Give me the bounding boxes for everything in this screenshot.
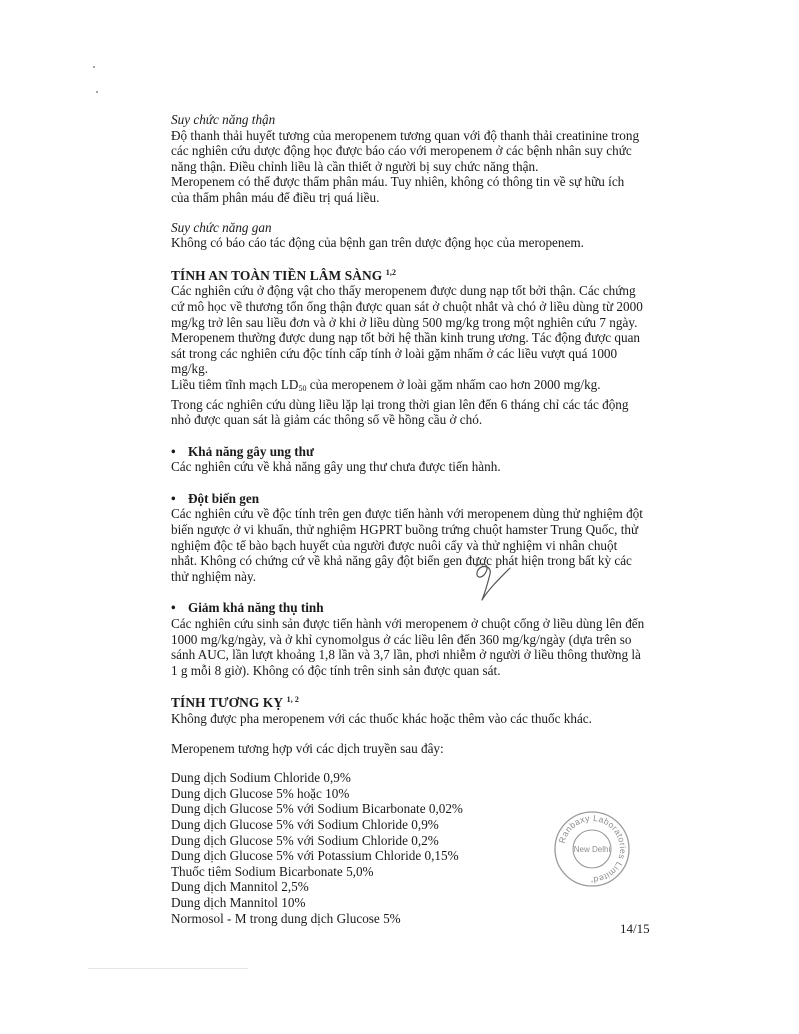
page-content bbox=[171, 112, 653, 926]
paragraph-line: Meropenem tương hợp với các dịch truyền sau đây: bbox=[171, 740, 444, 756]
bullet-icon: • bbox=[171, 600, 176, 616]
list-item: Dung dịch Glucose 5% với Potassium Chloride 0,15% bbox=[171, 848, 459, 864]
paragraph-line: Các nghiên cứu về độc tính trên gen được tiến hành với meropenem dùng thử nghiệm đột bbox=[171, 506, 643, 522]
section-heading-preclinical: TÍNH AN TOÀN TIỀN LÂM SÀNG $^{1,2}$ bbox=[171, 267, 397, 283]
list-item: Dung dịch Mannitol 2,5% bbox=[171, 879, 309, 895]
paragraph-line: của thẩm phân máu để điều trị quá liều. bbox=[171, 189, 380, 205]
paragraph-line: nhắt. Không có chứng cứ về khả năng gây đột biến gen được phát hiện trong bất kỳ các bbox=[171, 553, 632, 569]
section-renal bbox=[171, 112, 653, 206]
subheading-hepatic: Suy chức năng gan bbox=[171, 219, 272, 235]
scan-speck bbox=[93, 66, 95, 68]
bullet-heading-carcinogenicity: • Khả năng gây ung thư bbox=[171, 443, 314, 459]
section-fertility bbox=[171, 600, 653, 678]
section-carcinogenicity bbox=[171, 444, 653, 475]
paragraph-line: biến ngược ở vi khuẩn, thử nghiệm HGPRT buồng trứng chuột hamster Trung Quốc, thử bbox=[171, 522, 639, 538]
bullet-heading-fertility: • Giảm khả năng thụ tinh bbox=[171, 600, 324, 616]
paragraph-line: nhỏ được quan sát là giảm các thông số về hồng cầu ở chó. bbox=[171, 412, 483, 428]
paragraph-line: Các nghiên cứu về khả năng gây ung thư chưa được tiến hành. bbox=[171, 459, 501, 475]
paragraph-line: Meropenem thường được dung nạp tốt bởi hệ thần kinh trung ương. Tác động được quan bbox=[171, 330, 641, 346]
paragraph-line: nghiệm độc tế bào bạch huyết của người được nuôi cấy và thử nghiệm vi nhân chuột bbox=[171, 537, 618, 553]
paragraph-line: Các nghiên cứu ở động vật cho thấy meropenem được dung nạp tốt bởi thận. Các chứng bbox=[171, 283, 636, 299]
list-item: Dung dịch Sodium Chloride 0,9% bbox=[171, 770, 351, 786]
paragraph-line: Không có báo cáo tác động của bệnh gan trên dược động học của meropenem. bbox=[171, 235, 584, 251]
paragraph-line: Các nghiên cứu sinh sản được tiến hành với meropenem ở chuột cống ở liều dùng lên đến bbox=[171, 616, 645, 632]
bullet-heading-mutagenicity: • Đột biến gen bbox=[171, 490, 260, 506]
section-heading-compatibility: TÍNH TƯƠNG KỴ $^{1, 2}$ bbox=[171, 695, 300, 711]
list-item: Normosol - M trong dung dịch Glucose 5% bbox=[171, 910, 401, 926]
paragraph-line: 1000 mg/kg/ngày, và ở khỉ cynomolgus ở các liều lên đến 360 mg/kg/ngày (dựa trên so bbox=[171, 631, 632, 647]
paragraph-line: Meropenem có thể được thẩm phân máu. Tuy nhiên, không có thông tin về sự hữu ích bbox=[171, 174, 625, 190]
paragraph-line: sánh AUC, lần lượt khoảng 1,8 lần và 3,7 lần, phơi nhiễm ở người ở liều thông thường là bbox=[171, 647, 641, 663]
handwritten-signature-icon bbox=[468, 560, 518, 612]
list-item: Dung dịch Glucose 5% với Sodium Chloride 0,2% bbox=[171, 832, 439, 848]
section-mutagenicity bbox=[171, 491, 653, 585]
list-item: Dung dịch Glucose 5% với Sodium Bicarbonate 0,02% bbox=[171, 801, 463, 817]
paragraph-line: các nghiên cứu dược động học được báo cáo với meropenem ở các bệnh nhân suy chức bbox=[171, 143, 632, 159]
section-preclinical bbox=[171, 265, 653, 428]
subheading-renal: Suy chức năng thận bbox=[171, 112, 276, 127]
paragraph-line: mg/kg trở lên sau liều đơn và ở khi ở liều dùng 500 mg/kg trong một nghiên cứu 7 ngày. bbox=[171, 314, 638, 330]
svg-text:*: * bbox=[590, 881, 594, 887]
paragraph-line: 1 g mỗi 8 giờ). Không có độc tính trên sinh sản được quan sát. bbox=[171, 662, 501, 678]
list-item: Thuốc tiêm Sodium Bicarbonate 5,0% bbox=[171, 863, 374, 879]
bullet-icon: • bbox=[171, 490, 176, 506]
company-stamp-icon bbox=[552, 809, 632, 889]
paragraph-line: cứ mô học về thương tổn ống thận được quan sát ở chuột nhắt và chó ở liều dùng từ 2000 bbox=[171, 298, 643, 314]
paragraph-line: Độ thanh thải huyết tương của meropenem tương quan với độ thanh thải creatinine trong bbox=[171, 127, 640, 143]
paragraph-line: thử nghiệm này. bbox=[171, 568, 257, 584]
page-number: 14/15 bbox=[620, 921, 650, 936]
paragraph-line: Trong các nghiên cứu dùng liều lặp lại trong thời gian lên đến 6 tháng chỉ các tác động bbox=[171, 396, 629, 412]
list-item: Dung dịch Glucose 5% hoặc 10% bbox=[171, 785, 350, 801]
paragraph-line: Không được pha meropenem với các thuốc khác hoặc thêm vào các thuốc khác. bbox=[171, 711, 592, 726]
scan-speck bbox=[96, 91, 98, 93]
list-item: Dung dịch Glucose 5% với Sodium Chloride 0,9% bbox=[171, 816, 439, 832]
paragraph-line-ld50: Liều tiêm tĩnh mạch $LD_{50}$ của meropenem ở loài gặm nhấm cao hơn 2000 mg/kg. bbox=[171, 376, 601, 393]
list-item: Dung dịch Mannitol 10% bbox=[171, 894, 306, 910]
scan-artifact-line bbox=[88, 968, 248, 969]
paragraph-line: năng thận. Điều chỉnh liều là cần thiết ở người bị suy chức năng thận. bbox=[171, 158, 539, 174]
bullet-icon: • bbox=[171, 443, 176, 459]
svg-text:New Delhi: New Delhi bbox=[573, 845, 611, 854]
section-hepatic bbox=[171, 220, 653, 251]
paragraph-line: sát trong các nghiên cứu độc tính cấp tính ở loài gặm nhấm ở các liều vượt quá 1000 bbox=[171, 345, 618, 361]
svg-text:Ranbaxy Laboratories Limited: Ranbaxy Laboratories Limited bbox=[556, 812, 629, 886]
paragraph-line: mg/kg. bbox=[171, 361, 208, 377]
